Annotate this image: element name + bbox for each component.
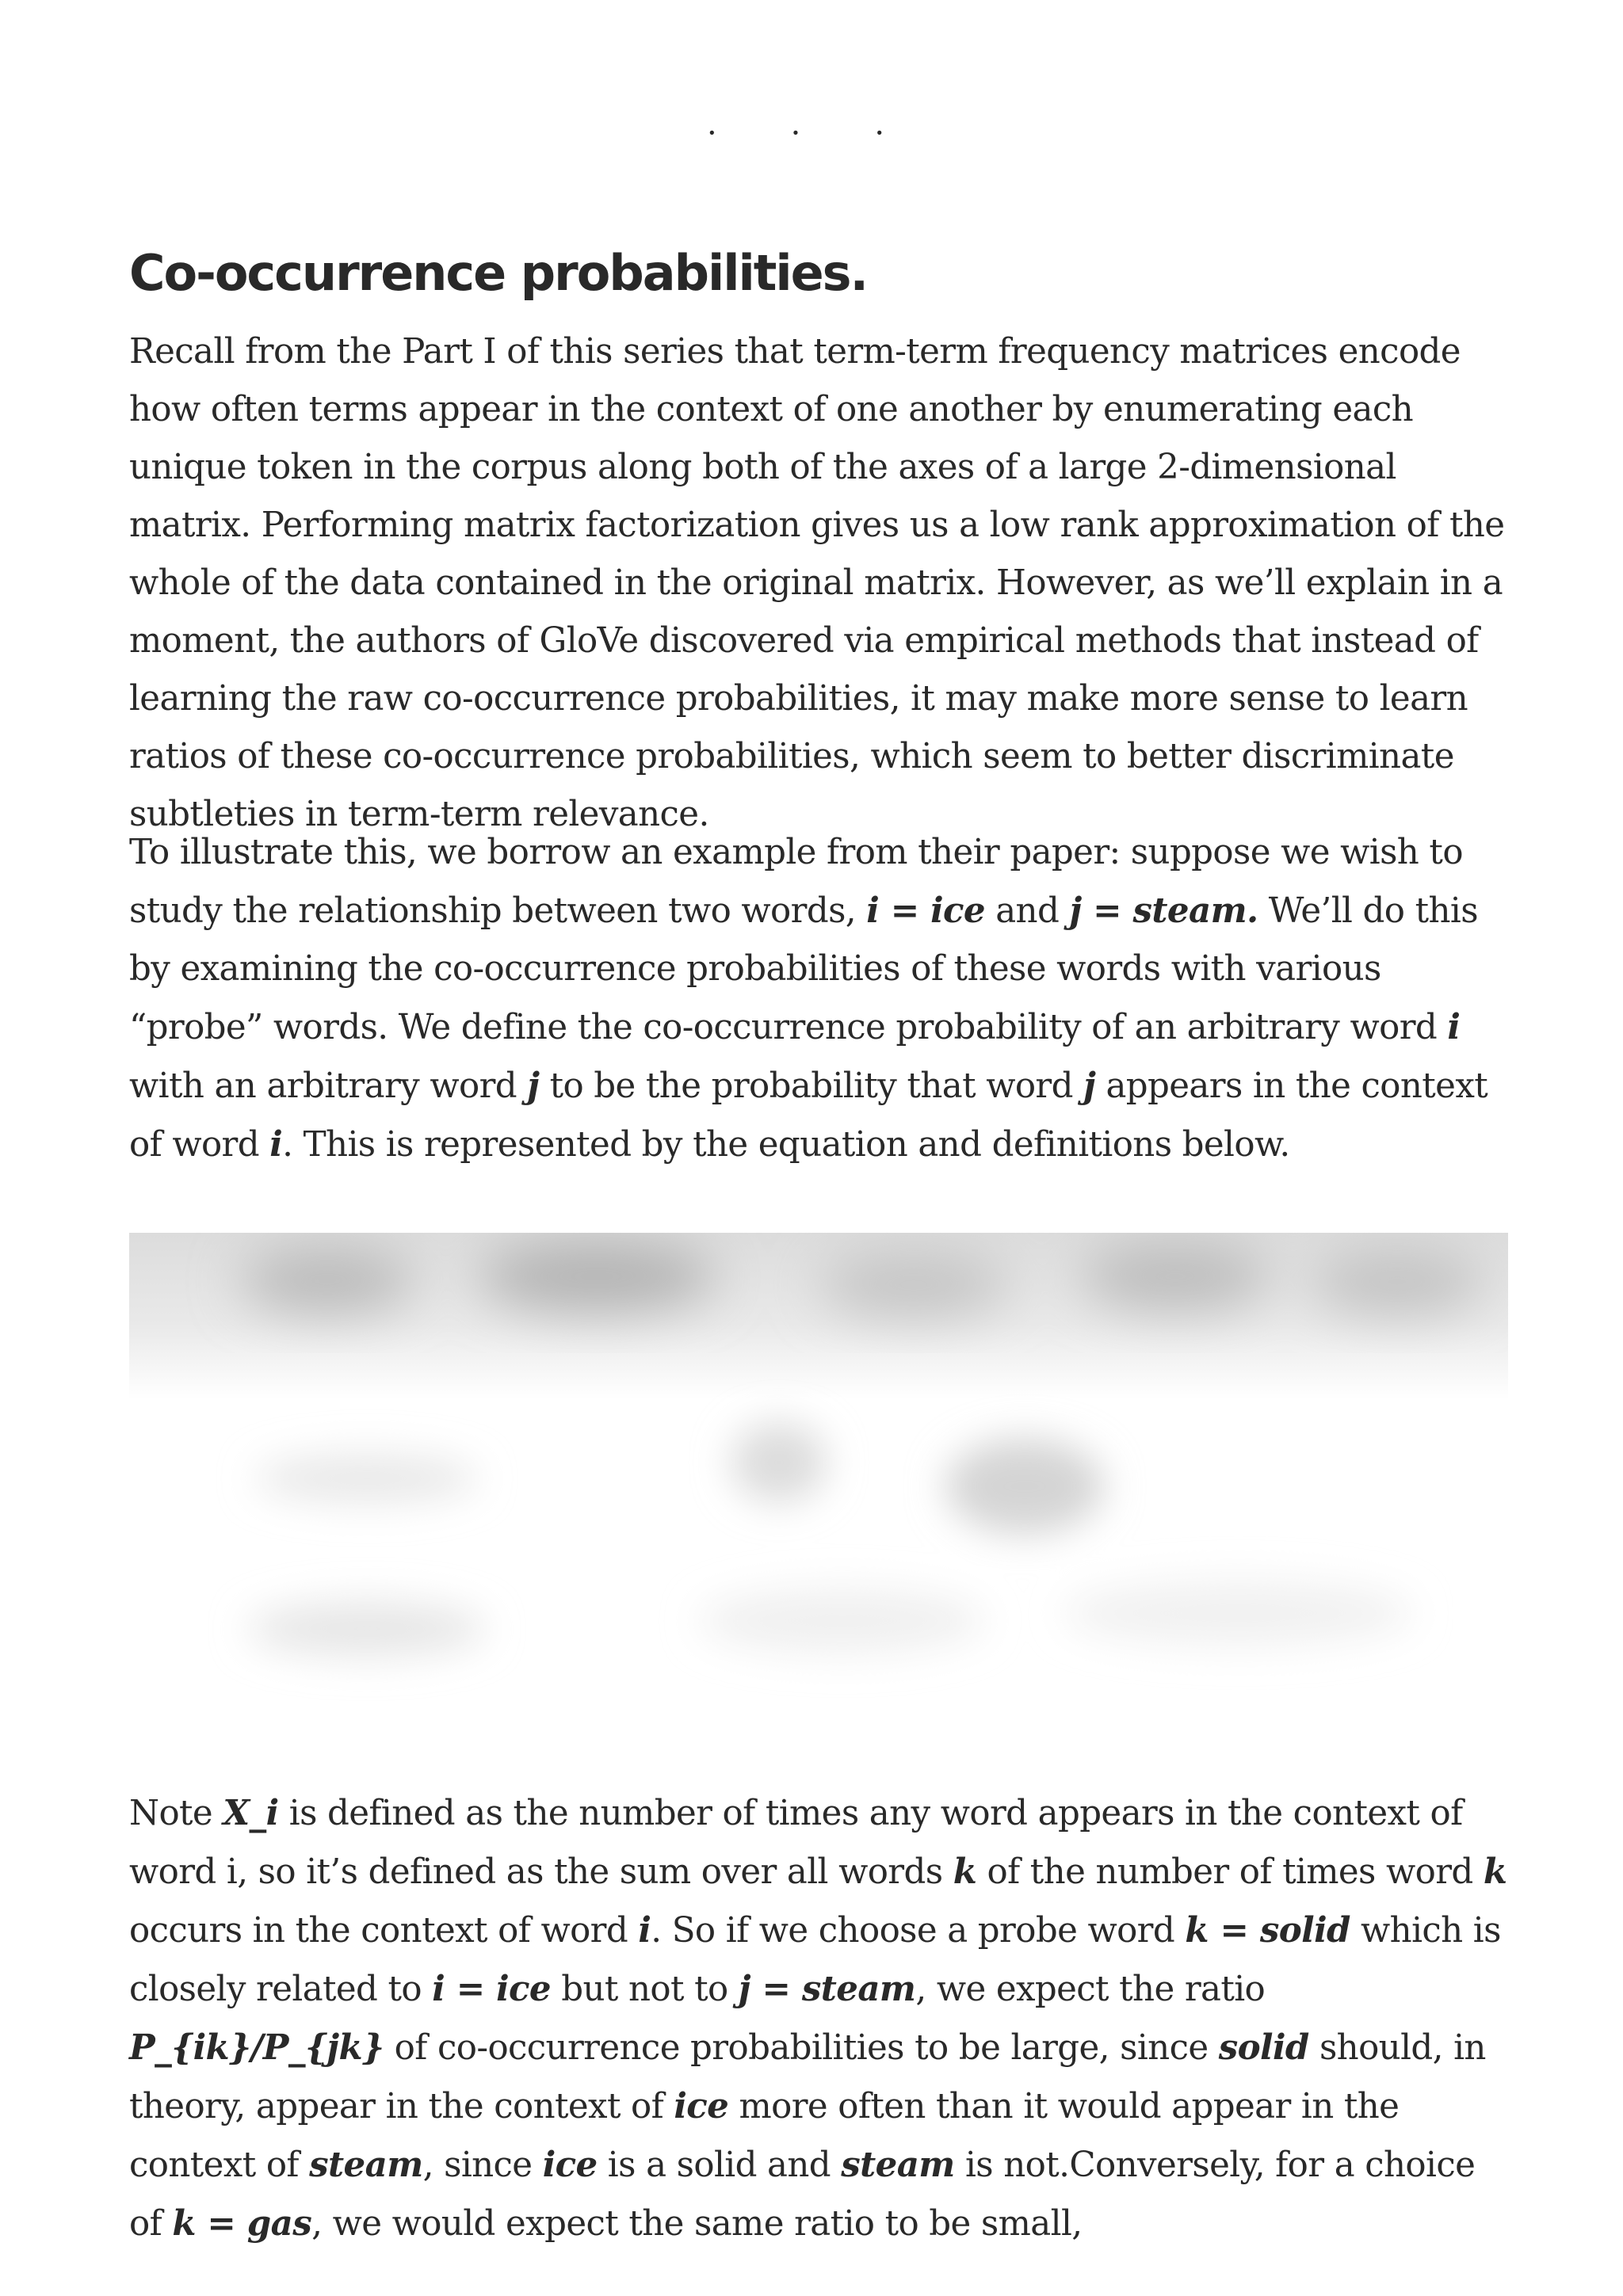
emphasis-term: X_i: [223, 1793, 279, 1833]
text-run: of co-occurrence probabilities to be large, since: [384, 2028, 1219, 2068]
text-run: is a solid and: [597, 2145, 842, 2185]
text-run: to be the probability that word: [539, 1066, 1084, 1106]
emphasis-term: solid: [1218, 2027, 1309, 2068]
text-run: , we expect the ratio: [915, 1970, 1266, 2009]
text-run: . This is represented by the equation and definitions below.: [282, 1125, 1290, 1165]
emphasis-term: j = steam: [738, 1969, 916, 2009]
emphasis-term: k: [1483, 1852, 1507, 1892]
emphasis-term: i: [269, 1124, 283, 1165]
text-run: more often than it would appear in the context of: [129, 2087, 1400, 2185]
emphasis-term: k = gas: [172, 2203, 312, 2244]
text-run: with an arbitrary word: [129, 1066, 528, 1106]
emphasis-term: j: [1083, 1066, 1096, 1106]
text-run: which is closely related to: [129, 1911, 1501, 2009]
emphasis-term: P_{ik}/P_{jk}: [129, 2027, 384, 2068]
emphasis-term: k: [953, 1852, 977, 1892]
paragraph-recall: Recall from the Part I of this series that term-term frequency matrices encode how often terms appear in the context of one another by enumerating each unique token in the corpus along both of the axes of a large 2-dimensional matrix. Performing matrix factorization gives us a low rank approximation of the whole of the data contained in the original matrix. However, as we’ll explain in a moment, the authors of GloVe discovered via empirical methods that instead of learning the raw co-occurrence probabilities, it may make more sense to learn ratios of these co-occurrence probabilities, which seem to better discriminate subtleties in term-term relevance.: [129, 332, 1505, 834]
text-run: should, in theory, appear in the context of: [129, 2028, 1486, 2126]
emphasis-term: steam: [309, 2145, 423, 2185]
emphasis-term: i: [1447, 1007, 1461, 1047]
emphasis-term: i = ice: [866, 891, 985, 931]
text-run: occurs in the context of word: [129, 1911, 639, 1951]
emphasis-term: ice: [542, 2145, 598, 2185]
emphasis-term: k = solid: [1185, 1910, 1350, 1951]
section-heading: Co-occurrence probabilities.: [129, 244, 868, 302]
text-run: is defined as the number of times any word appears in the context of word i, so it’s defined as the sum over all words: [129, 1794, 1463, 1892]
section-separator: · · ·: [706, 113, 917, 152]
text-run: . So if we choose a probe word: [651, 1911, 1186, 1951]
emphasis-term: ice: [674, 2086, 729, 2126]
paragraph-illustrate: [129, 824, 1508, 1174]
text-run: is not.Conversely, for a choice of: [129, 2145, 1476, 2244]
text-run: , since: [422, 2145, 543, 2185]
text-run: of the number of times word: [976, 1852, 1484, 1892]
text-run: To illustrate this, we borrow an example from their paper: suppose we wish to study the relationship between two words,: [129, 833, 1463, 931]
text-run: , we would expect the same ratio to be small,: [311, 2204, 1083, 2244]
emphasis-term: steam: [841, 2145, 955, 2185]
blurred-image: [129, 1233, 1508, 1724]
text-run: but not to: [550, 1970, 739, 2009]
emphasis-term: i: [638, 1910, 651, 1951]
emphasis-term: j: [527, 1066, 540, 1106]
emphasis-term: i = ice: [432, 1969, 551, 2009]
paragraph-note: [129, 1784, 1508, 2253]
text-run: appears in the context of word: [129, 1066, 1488, 1165]
equation-image-placeholder: [129, 1233, 1508, 1724]
text-run: Note: [129, 1794, 223, 1833]
text-run: We’ll do this by examining the co-occurrence probabilities of these words with various “probe” words. We define the co-occurrence probability of an arbitrary word: [129, 891, 1478, 1047]
emphasis-term: j = steam.: [1069, 891, 1258, 931]
text-run: and: [985, 891, 1070, 931]
